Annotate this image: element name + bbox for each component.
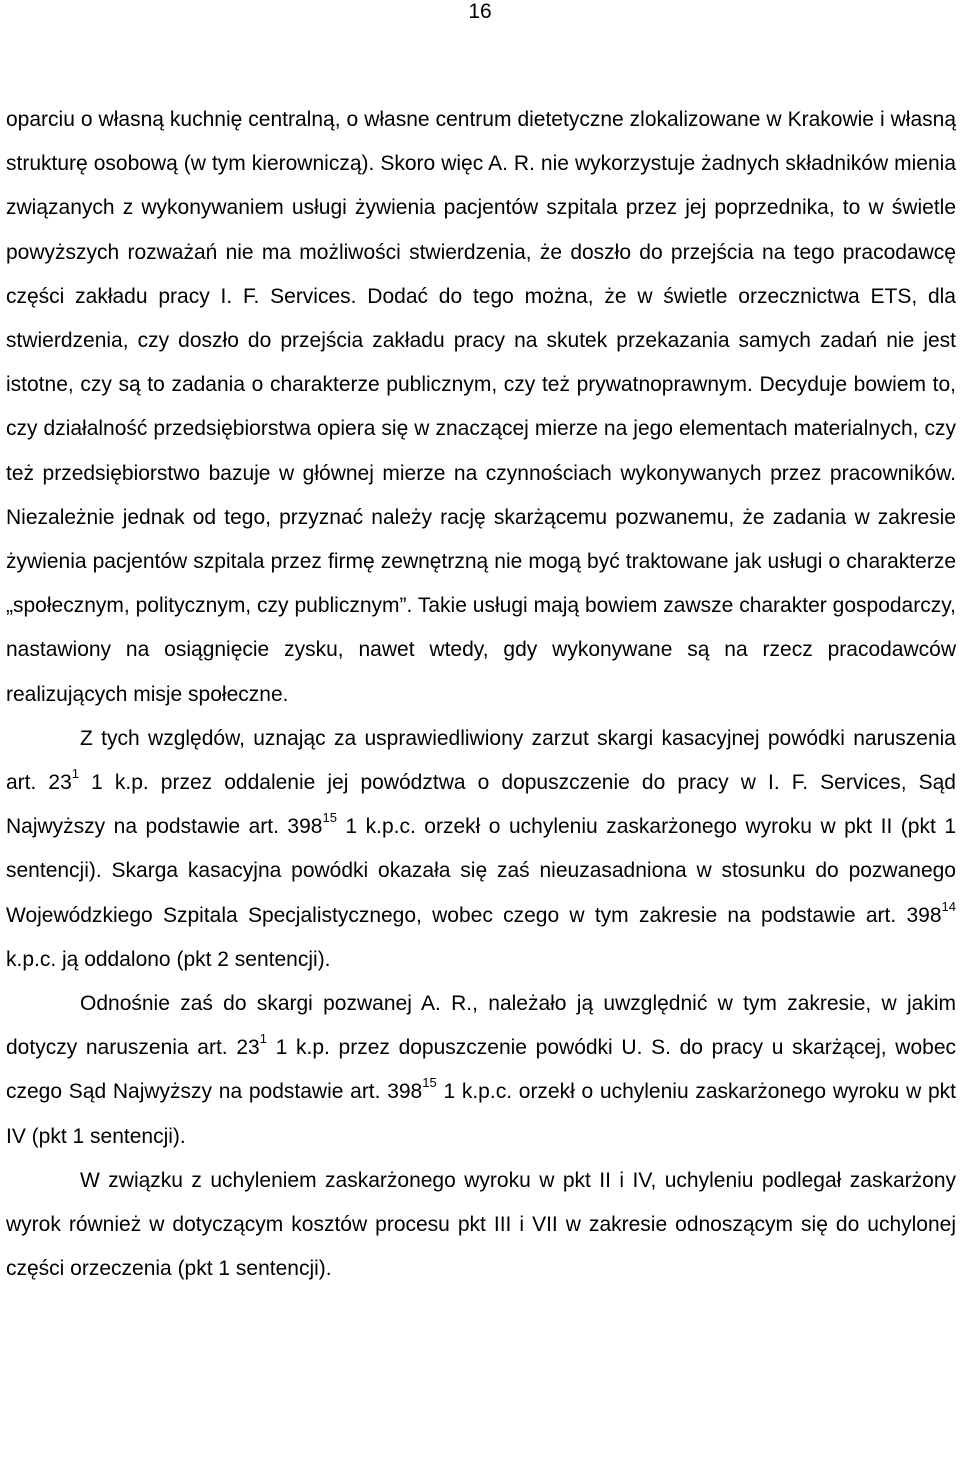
page-number: 16 <box>468 0 492 23</box>
paragraph-text: 1 k.p. przez oddalenie jej powództwa o dopuszczenie do pracy w I. F. Services, Sąd Najwyższy na podstawie art. 398 <box>6 771 956 839</box>
superscript: 1 <box>259 1031 267 1047</box>
paragraph-text: 1 k.p.c. orzekł o uchyleniu zaskarżonego wyroku w pkt IV (pkt 1 sentencji). <box>6 1080 956 1148</box>
paragraph-text: k.p.c. ją oddalono (pkt 2 sentencji). <box>6 947 331 971</box>
paragraph-text: 1 k.p.c. orzekł o uchyleniu zaskarżonego wyroku w pkt II (pkt 1 sentencji). Skarga kasacyjna powódki okazała się zaś nieuzasadniona w stosunku do pozwanego Wojewódzkiego Szpitala Specjalistycznego, wobec czego w tym zakresie na podstawie art. 398 <box>6 815 956 927</box>
superscript: 1 <box>71 766 80 782</box>
paragraph-text: W związku z uchyleniem zaskarżonego wyroku w pkt II i IV, uchyleniu podlegał zaskarżony wyrok również w dotyczącym kosztów procesu pkt III i VII w zakresie odnoszącym się do uchylonej części orzeczenia (pkt 1 sentencji). <box>6 1168 956 1281</box>
document-body <box>6 98 956 1291</box>
paragraph-text: 1 k.p. przez dopuszczenie powódki U. S. do pracy u skarżącej, wobec czego Sąd Najwyższy na podstawie art. 398 <box>6 1036 956 1104</box>
superscript: 15 <box>422 1075 437 1091</box>
paragraph <box>6 982 956 1159</box>
superscript: 15 <box>322 810 337 826</box>
paragraph <box>6 98 956 717</box>
paragraph-text: Z tych względów, uznając za usprawiedliwiony zarzut skargi kasacyjnej powódki naruszenia art. 23 <box>6 726 956 795</box>
superscript: 14 <box>941 898 956 914</box>
paragraph-text: oparciu o własną kuchnię centralną, o własne centrum dietetyczne zlokalizowane w Krakowie i własną strukturę osobową (w tym kierowniczą). Skoro więc A. R. nie wykorzystuje żadnych składników mienia związanych z wykonywaniem usługi żywienia pacjentów szpitala przez jej poprzednika, to w świetle powyższych rozważań nie ma możliwości stwierdzenia, że doszło do przejścia na tego pracodawcę części zakładu pracy I. F. Services. Dodać do tego można, że w świetle orzecznictwa ETS, dla stwierdzenia, czy doszło do przejścia zakładu pracy na skutek przekazania samych zadań nie jest istotne, czy są to zadania o charakterze publicznym, czy też prywatnoprawnym. Decyduje bowiem to, czy działalność przedsiębiorstwa opiera się w znaczącej mierze na jego elementach materialnych, czy też przedsiębiorstwo bazuje w głównej mierze na czynnościach wykonywanych przez pracowników. Niezależnie jednak od tego, przyznać należy rację skarżącemu pozwanemu, że zadania w zakresie żywienia pacjentów szpitala przez firmę zewnętrzną nie mogą być traktowane jak usługi o charakterze „społecznym, politycznym, czy publicznym”. Takie usługi mają bowiem zawsze charakter gospodarczy, nastawiony na osiągnięcie zysku, nawet wtedy, gdy wykonywane są na rzecz pracodawców realizujących misje społeczne. <box>6 108 956 706</box>
paragraph-text: Odnośnie zaś do skargi pozwanej A. R., należało ją uwzględnić w tym zakresie, w jakim dotyczy naruszenia art. 23 <box>6 992 956 1060</box>
paragraph <box>6 717 956 982</box>
paragraph <box>6 1159 956 1292</box>
